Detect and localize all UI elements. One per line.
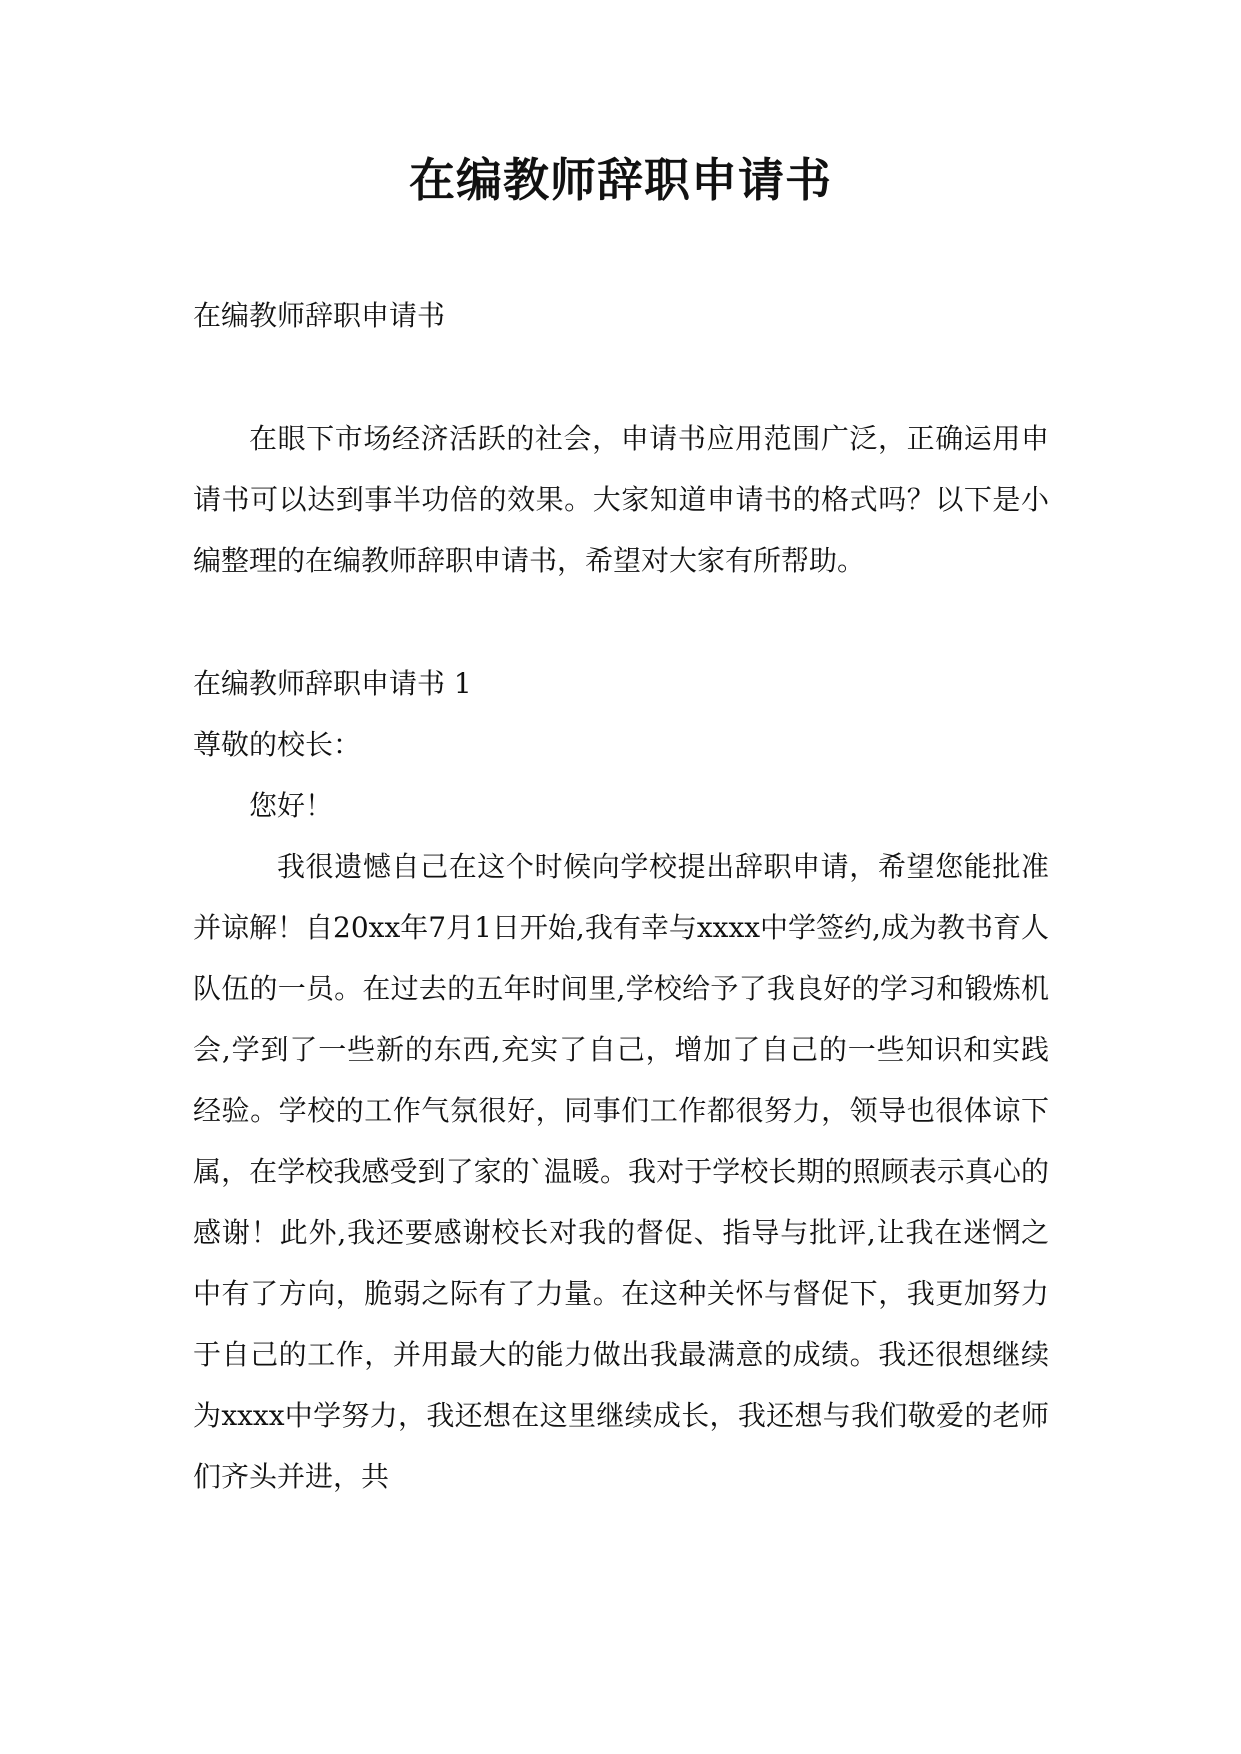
greeting: 您好！ — [249, 789, 334, 822]
document-body — [193, 285, 1049, 1507]
document-subtitle: 在编教师辞职申请书 — [193, 299, 446, 332]
section-heading: 在编教师辞职申请书 1 — [193, 667, 472, 700]
body-paragraph: 我很遗憾自己在这个时候向学校提出辞职申请，希望您能批准并谅解！自20xx年7月1日开始,我有幸与xxxx中学签约,成为教书育人队伍的一员。在过去的五年时间里,学校给予了我良好的学习和锻炼机会,学到了一些新的东西,充实了自己，增加了自己的一些知识和实践经验。学校的工作气氛很好，同事们工作都很努力，领导也很体谅下属，在学校我感受到了家的`温暖。我对于学校长期的照顾表示真心的感谢！此外,我还要感谢校长对我的督促、指导与批评,让我在迷惘之中有了方向，脆弱之际有了力量。在这种关怀与督促下，我更加努力于自己的工作，并用最大的能力做出我最满意的成绩。我还很想继续为xxxx中学努力，我还想在这里继续成长，我还想与我们敬爱的老师们齐头并进，共 — [193, 850, 1049, 1493]
salutation: 尊敬的校长： — [193, 728, 362, 761]
document-title: 在编教师辞职申请书 — [409, 153, 832, 207]
intro-paragraph: 在眼下市场经济活跃的社会，申请书应用范围广泛，正确运用申请书可以达到事半功倍的效果。大家知道申请书的格式吗？以下是小编整理的在编教师辞职申请书，希望对大家有所帮助。 — [193, 422, 1049, 577]
